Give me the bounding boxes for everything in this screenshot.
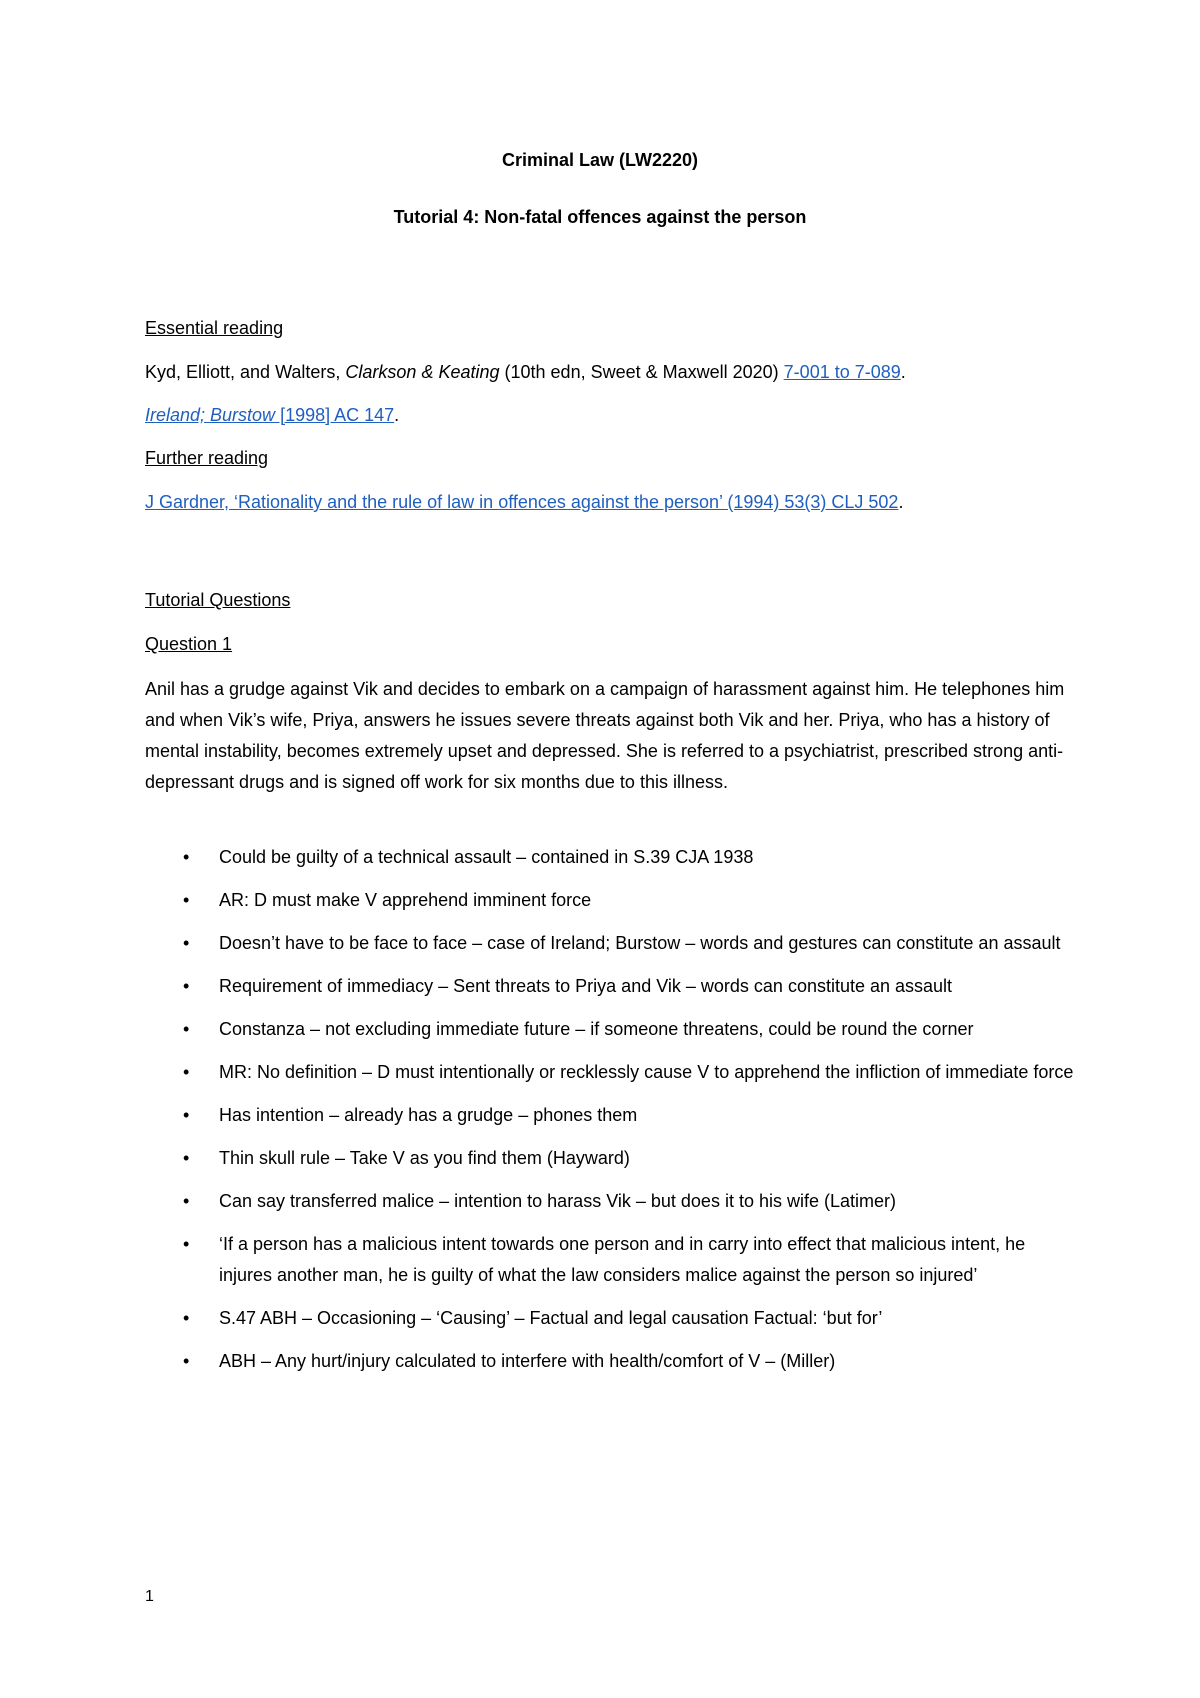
bullet-text: Requirement of immediacy – Sent threats to Priya and Vik – words can constitute an assault bbox=[219, 976, 953, 996]
bullet-dot-icon: • bbox=[183, 1191, 190, 1211]
ref2-case-link[interactable]: Ireland; Burstow bbox=[145, 405, 276, 425]
essential-reading-ref-2 bbox=[145, 405, 399, 426]
bullet-dot-icon: • bbox=[183, 1062, 190, 1082]
bullet-dot-icon: • bbox=[183, 1019, 190, 1039]
ref1-end: . bbox=[900, 362, 906, 382]
essential-reading-ref-1 bbox=[145, 362, 906, 383]
further-reading-ref-1 bbox=[145, 492, 903, 513]
bullet-dot-icon: • bbox=[183, 976, 190, 996]
bullet-dot-icon: • bbox=[183, 1105, 190, 1125]
bullet-dot-icon: • bbox=[183, 890, 190, 910]
bullet-dot-icon: • bbox=[183, 1351, 190, 1371]
bullet-item bbox=[145, 1229, 1075, 1291]
bullet-text: Can say transferred malice – intention to harass Vik – but does it to his wife (Latimer) bbox=[219, 1191, 896, 1211]
bullet-dot-icon: • bbox=[183, 1148, 190, 1168]
ref2-end: . bbox=[394, 405, 400, 425]
bullet-text: Doesn’t have to be face to face – case of Ireland; Burstow – words and gestures can constitute an assault bbox=[219, 933, 1061, 953]
tutorial-title: Tutorial 4: Non-fatal offences against the person bbox=[393, 207, 807, 227]
bullet-text: MR: No definition – D must intentionally or recklessly cause V to apprehend the infliction of immediate force bbox=[219, 1062, 1074, 1082]
page-number: 1 bbox=[145, 1588, 154, 1605]
gardner-article-link[interactable]: J Gardner, ‘Rationality and the rule of law in offences against the person’ (1994) 53(3) CLJ 502 bbox=[145, 492, 899, 512]
bullet-item bbox=[145, 1100, 1075, 1131]
bullet-item bbox=[145, 842, 1075, 873]
further-reading-heading: Further reading bbox=[145, 448, 269, 468]
tutorial-questions-heading: Tutorial Questions bbox=[145, 590, 291, 610]
essential-reading-heading: Essential reading bbox=[145, 318, 284, 338]
question-1-heading: Question 1 bbox=[145, 634, 233, 654]
bullet-dot-icon: • bbox=[183, 933, 190, 953]
ref1-details: (10th edn, Sweet & Maxwell 2020) bbox=[499, 362, 784, 382]
further-ref-end: . bbox=[898, 492, 904, 512]
bullet-dot-icon: • bbox=[183, 1234, 190, 1254]
bullet-item bbox=[145, 885, 1075, 916]
bullet-text: S.47 ABH – Occasioning – ‘Causing’ – Factual and legal causation Factual: ‘but for’ bbox=[219, 1308, 883, 1328]
bullet-text: ABH – Any hurt/injury calculated to interfere with health/comfort of V – (Miller) bbox=[219, 1351, 836, 1371]
bullet-item bbox=[145, 1143, 1075, 1174]
bullet-item bbox=[145, 928, 1075, 959]
ref2-cite-link[interactable]: [1998] AC 147 bbox=[275, 405, 395, 425]
question-1-text: Anil has a grudge against Vik and decides to embark on a campaign of harassment against him. He telephones him and when Vik’s wife, Priya, answers he issues severe threats against both Vik and her. Priya, who has a history of mental instability, becomes extremely upset and depressed. She is referred to a psychiatrist, prescribed strong anti-depressant drugs and is signed off work for six months due to this illness. bbox=[145, 679, 1065, 792]
course-title: Criminal Law (LW2220) bbox=[501, 150, 699, 170]
bullet-text: Has intention – already has a grudge – phones them bbox=[219, 1105, 638, 1125]
bullet-text: ‘If a person has a malicious intent towards one person and in carry into effect that malicious intent, he injures another man, he is guilty of what the law considers malice against the person so injured’ bbox=[219, 1234, 1026, 1285]
bullet-item bbox=[145, 1186, 1075, 1217]
bullet-text: Could be guilty of a technical assault – contained in S.39 CJA 1938 bbox=[219, 847, 754, 867]
bullet-text: AR: D must make V apprehend imminent force bbox=[219, 890, 592, 910]
answer-bullet-list bbox=[145, 842, 1075, 1389]
bullet-item bbox=[145, 1057, 1075, 1088]
bullet-item bbox=[145, 1014, 1075, 1045]
bullet-text: Thin skull rule – Take V as you find them (Hayward) bbox=[219, 1148, 630, 1168]
bullet-item bbox=[145, 1303, 1075, 1334]
bullet-item bbox=[145, 971, 1075, 1002]
ref1-authors: Kyd, Elliott, and Walters, bbox=[145, 362, 346, 382]
bullet-dot-icon: • bbox=[183, 1308, 190, 1328]
ref1-page-link[interactable]: 7-001 to 7-089 bbox=[783, 362, 901, 382]
bullet-text: Constanza – not excluding immediate future – if someone threatens, could be round the corner bbox=[219, 1019, 974, 1039]
bullet-dot-icon: • bbox=[183, 847, 190, 867]
bullet-item bbox=[145, 1346, 1075, 1377]
ref1-book-title: Clarkson & Keating bbox=[345, 362, 500, 382]
